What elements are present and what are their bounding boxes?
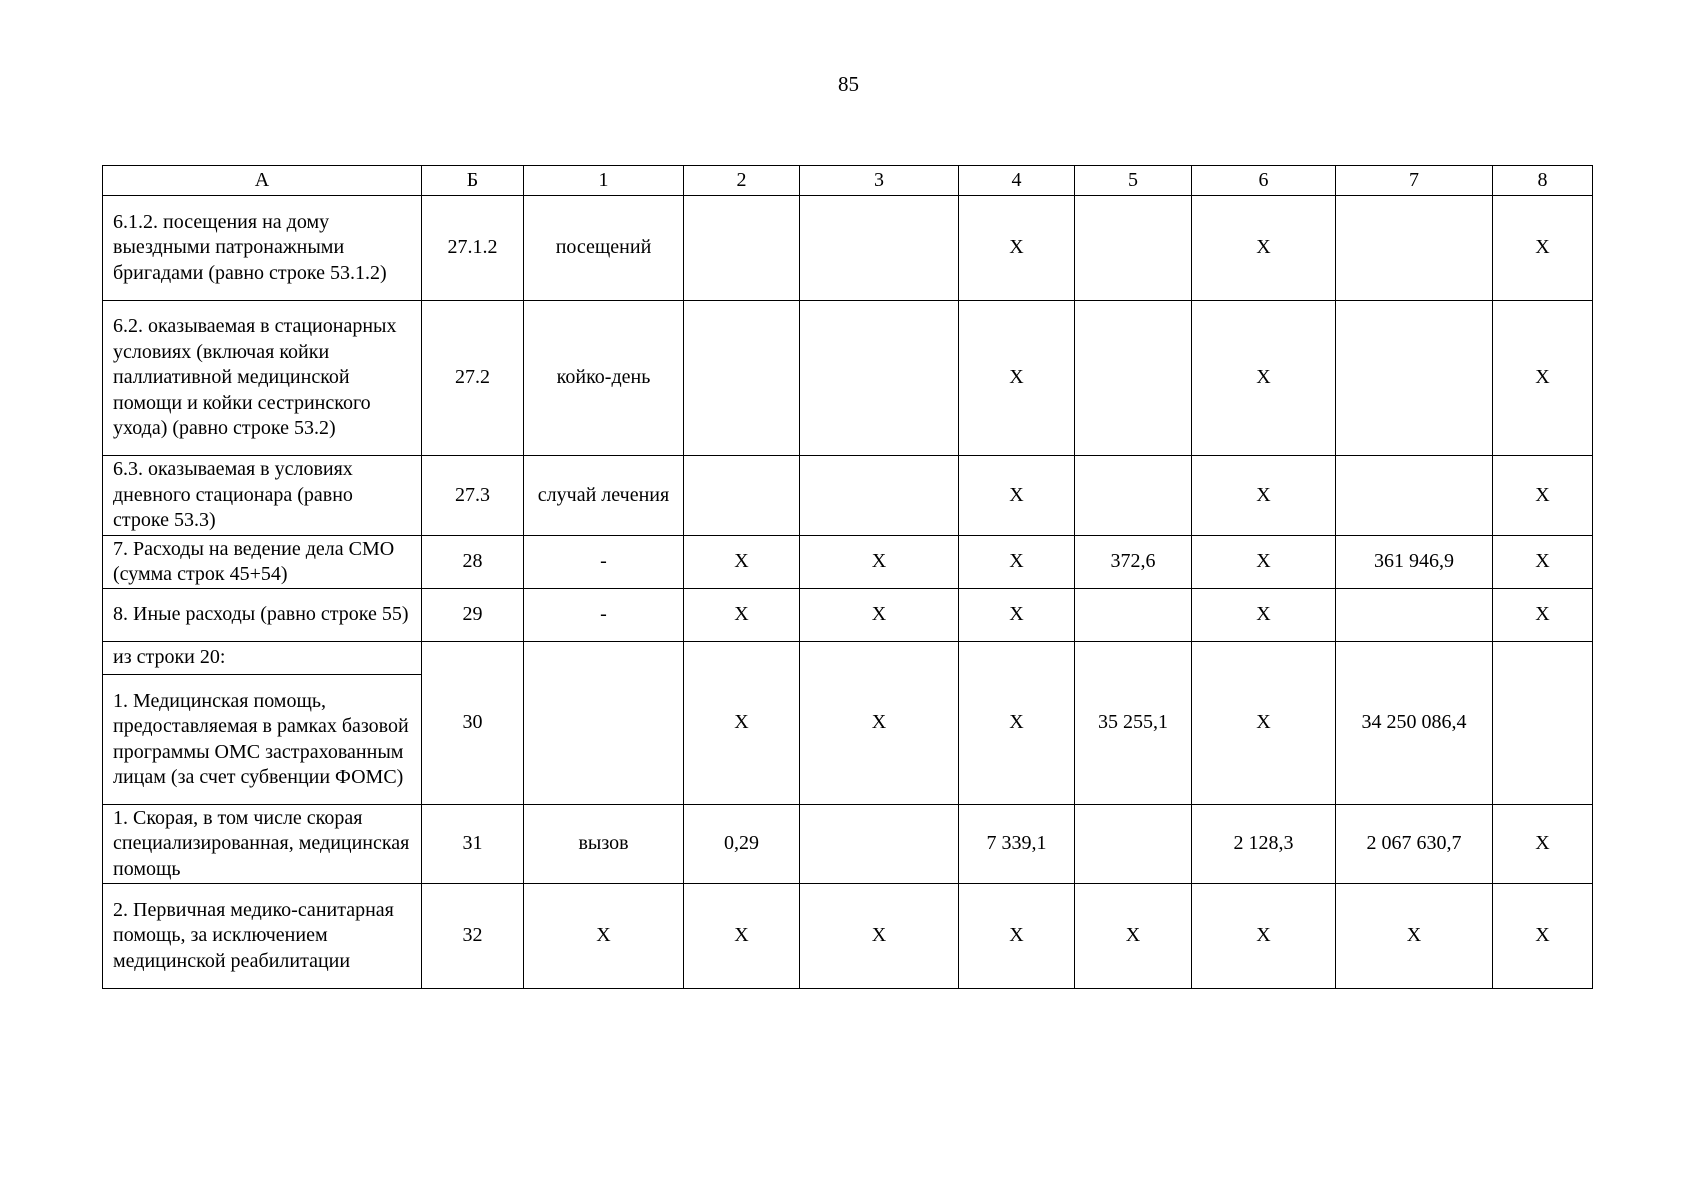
cell-col-1: посещений xyxy=(524,196,684,301)
cell-col-8: X xyxy=(1493,536,1593,589)
cell-col-1: случай лечения xyxy=(524,456,684,536)
cell-col-1 xyxy=(524,642,684,805)
cell-col-5: X xyxy=(1075,884,1192,989)
cell-col-2: X xyxy=(684,642,800,805)
cell-col-7 xyxy=(1336,196,1493,301)
cell-col-1: вызов xyxy=(524,805,684,884)
table-row xyxy=(103,301,1593,456)
cell-col-7 xyxy=(1336,589,1493,642)
column-header: 6 xyxy=(1192,166,1336,196)
row-name: 6.2. оказываемая в стационарных условиях (включая койки паллиативной медицинской помощи и койки сестринского ухода) (равно строке 53.2) xyxy=(103,301,422,456)
row-name: 1. Скорая, в том числе скорая специализированная, медицинская помощь xyxy=(103,805,422,884)
cell-col-2 xyxy=(684,456,800,536)
row-code: 30 xyxy=(422,642,524,805)
cell-col-6: X xyxy=(1192,642,1336,805)
table-row xyxy=(103,805,1593,884)
column-header: 7 xyxy=(1336,166,1493,196)
column-header: 1 xyxy=(524,166,684,196)
cell-col-5 xyxy=(1075,589,1192,642)
cell-col-2: X xyxy=(684,589,800,642)
cell-col-8: X xyxy=(1493,589,1593,642)
table-row xyxy=(103,884,1593,989)
column-header: 4 xyxy=(959,166,1075,196)
row-name: 1. Медицинская помощь, предоставляемая в рамках базовой программы ОМС застрахованным лицам (за счет субвенции ФОМС) xyxy=(103,675,422,805)
row-name: 7. Расходы на ведение дела СМО (сумма строк 45+54) xyxy=(103,536,422,589)
row-name: 8. Иные расходы (равно строке 55) xyxy=(103,589,422,642)
table-row xyxy=(103,642,1593,675)
cell-col-7 xyxy=(1336,301,1493,456)
cell-col-4: X xyxy=(959,589,1075,642)
cell-col-6: X xyxy=(1192,456,1336,536)
cell-col-3 xyxy=(800,805,959,884)
cell-col-1: - xyxy=(524,536,684,589)
cell-col-3 xyxy=(800,196,959,301)
cell-col-8: X xyxy=(1493,884,1593,989)
cell-col-1: койко-день xyxy=(524,301,684,456)
cell-col-7: 34 250 086,4 xyxy=(1336,642,1493,805)
cell-col-4: 7 339,1 xyxy=(959,805,1075,884)
cell-col-5 xyxy=(1075,805,1192,884)
cell-col-1: - xyxy=(524,589,684,642)
cell-col-7 xyxy=(1336,456,1493,536)
cell-col-7: X xyxy=(1336,884,1493,989)
row-name: 6.3. оказываемая в условиях дневного стационара (равно строке 53.3) xyxy=(103,456,422,536)
cell-col-2: X xyxy=(684,884,800,989)
cell-col-4: X xyxy=(959,884,1075,989)
row-code: 29 xyxy=(422,589,524,642)
column-header: 8 xyxy=(1493,166,1593,196)
cell-col-1: X xyxy=(524,884,684,989)
cell-col-3: X xyxy=(800,536,959,589)
cell-col-7: 361 946,9 xyxy=(1336,536,1493,589)
cell-col-4: X xyxy=(959,196,1075,301)
cell-col-6: X xyxy=(1192,589,1336,642)
table-row xyxy=(103,536,1593,589)
row-code: 27.1.2 xyxy=(422,196,524,301)
cell-col-3 xyxy=(800,301,959,456)
cell-col-6: X xyxy=(1192,196,1336,301)
cell-col-2 xyxy=(684,196,800,301)
cell-col-4: X xyxy=(959,642,1075,805)
cell-col-8: X xyxy=(1493,456,1593,536)
cell-col-5: 35 255,1 xyxy=(1075,642,1192,805)
cell-col-6: 2 128,3 xyxy=(1192,805,1336,884)
cell-col-2: X xyxy=(684,536,800,589)
column-header: 2 xyxy=(684,166,800,196)
cell-col-5 xyxy=(1075,301,1192,456)
row-code: 31 xyxy=(422,805,524,884)
cell-col-2 xyxy=(684,301,800,456)
cell-col-2: 0,29 xyxy=(684,805,800,884)
cell-col-3: X xyxy=(800,642,959,805)
cell-col-4: X xyxy=(959,301,1075,456)
cell-col-8: X xyxy=(1493,301,1593,456)
row-code: 27.2 xyxy=(422,301,524,456)
row-name: 2. Первичная медико-санитарная помощь, за исключением медицинской реабилитации xyxy=(103,884,422,989)
column-header: 3 xyxy=(800,166,959,196)
cell-col-8: X xyxy=(1493,805,1593,884)
table-row xyxy=(103,456,1593,536)
table-header-row xyxy=(103,166,1593,196)
column-header: 5 xyxy=(1075,166,1192,196)
row-name: 6.1.2. посещения на дому выездными патронажными бригадами (равно строке 53.1.2) xyxy=(103,196,422,301)
table-row xyxy=(103,196,1593,301)
row-code: 27.3 xyxy=(422,456,524,536)
cell-col-3: X xyxy=(800,589,959,642)
page-number: 85 xyxy=(838,72,859,96)
data-table xyxy=(102,165,1593,989)
row-code: 28 xyxy=(422,536,524,589)
column-header: Б xyxy=(422,166,524,196)
row-code: 32 xyxy=(422,884,524,989)
table-row xyxy=(103,589,1593,642)
cell-col-6: X xyxy=(1192,536,1336,589)
column-header: А xyxy=(103,166,422,196)
cell-col-3 xyxy=(800,456,959,536)
cell-col-3: X xyxy=(800,884,959,989)
cell-col-7: 2 067 630,7 xyxy=(1336,805,1493,884)
cell-col-4: X xyxy=(959,456,1075,536)
cell-col-8 xyxy=(1493,642,1593,805)
cell-col-8: X xyxy=(1493,196,1593,301)
cell-col-6: X xyxy=(1192,301,1336,456)
cell-col-5 xyxy=(1075,456,1192,536)
cell-col-5 xyxy=(1075,196,1192,301)
cell-col-6: X xyxy=(1192,884,1336,989)
row-prefix: из строки 20: xyxy=(103,642,422,675)
cell-col-5: 372,6 xyxy=(1075,536,1192,589)
cell-col-4: X xyxy=(959,536,1075,589)
